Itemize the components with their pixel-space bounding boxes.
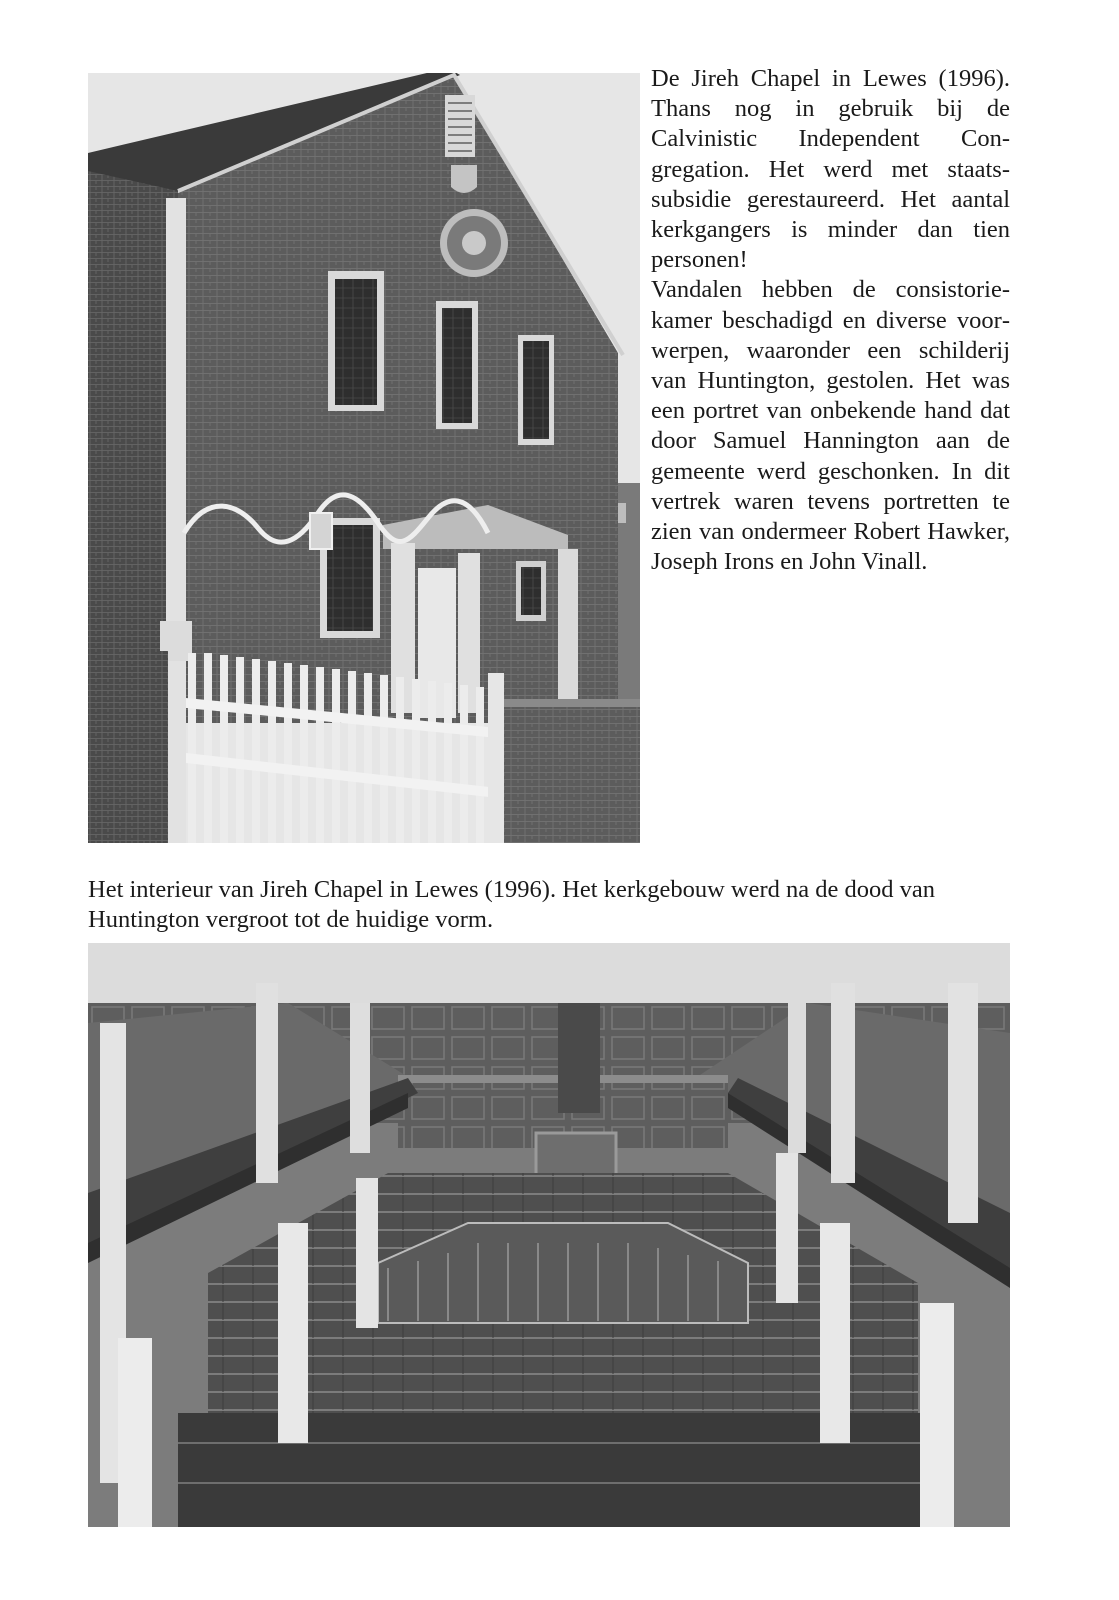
chapel-exterior-image	[88, 73, 640, 843]
chapel-interior-image	[88, 943, 1010, 1527]
interior-photo-caption: Het interieur van Jireh Chapel in Lewes (1996). Het kerkgebouw werd na de dood van Huntington vergroot tot de huidige vorm.	[88, 876, 936, 933]
chapel-exterior-photo	[88, 73, 640, 843]
caption-paragraph: De Jireh Chapel in Lewes (1996). Thans nog in gebruik bij de Calvinistic Independent Congregation. Het werd met staatssubsidie gerestaureerd. Het aantal kerkgangers is minder dan tien personen!	[651, 65, 1010, 274]
caption-paragraph: Vandalen hebben de consistoriekamer beschadigd en diverse voorwerpen, waaronder een schilderij van Huntington, gestolen. Het was een portret van onbekende hand dat door Samuel Hannington aan de gemeente werd geschonken. In dit vertrek waren tevens portretten te zien van ondermeer Robert Hawker, Joseph Irons en John Vinall.	[651, 276, 1010, 576]
exterior-photo-caption	[651, 64, 1010, 577]
chapel-interior-photo	[88, 943, 1010, 1527]
